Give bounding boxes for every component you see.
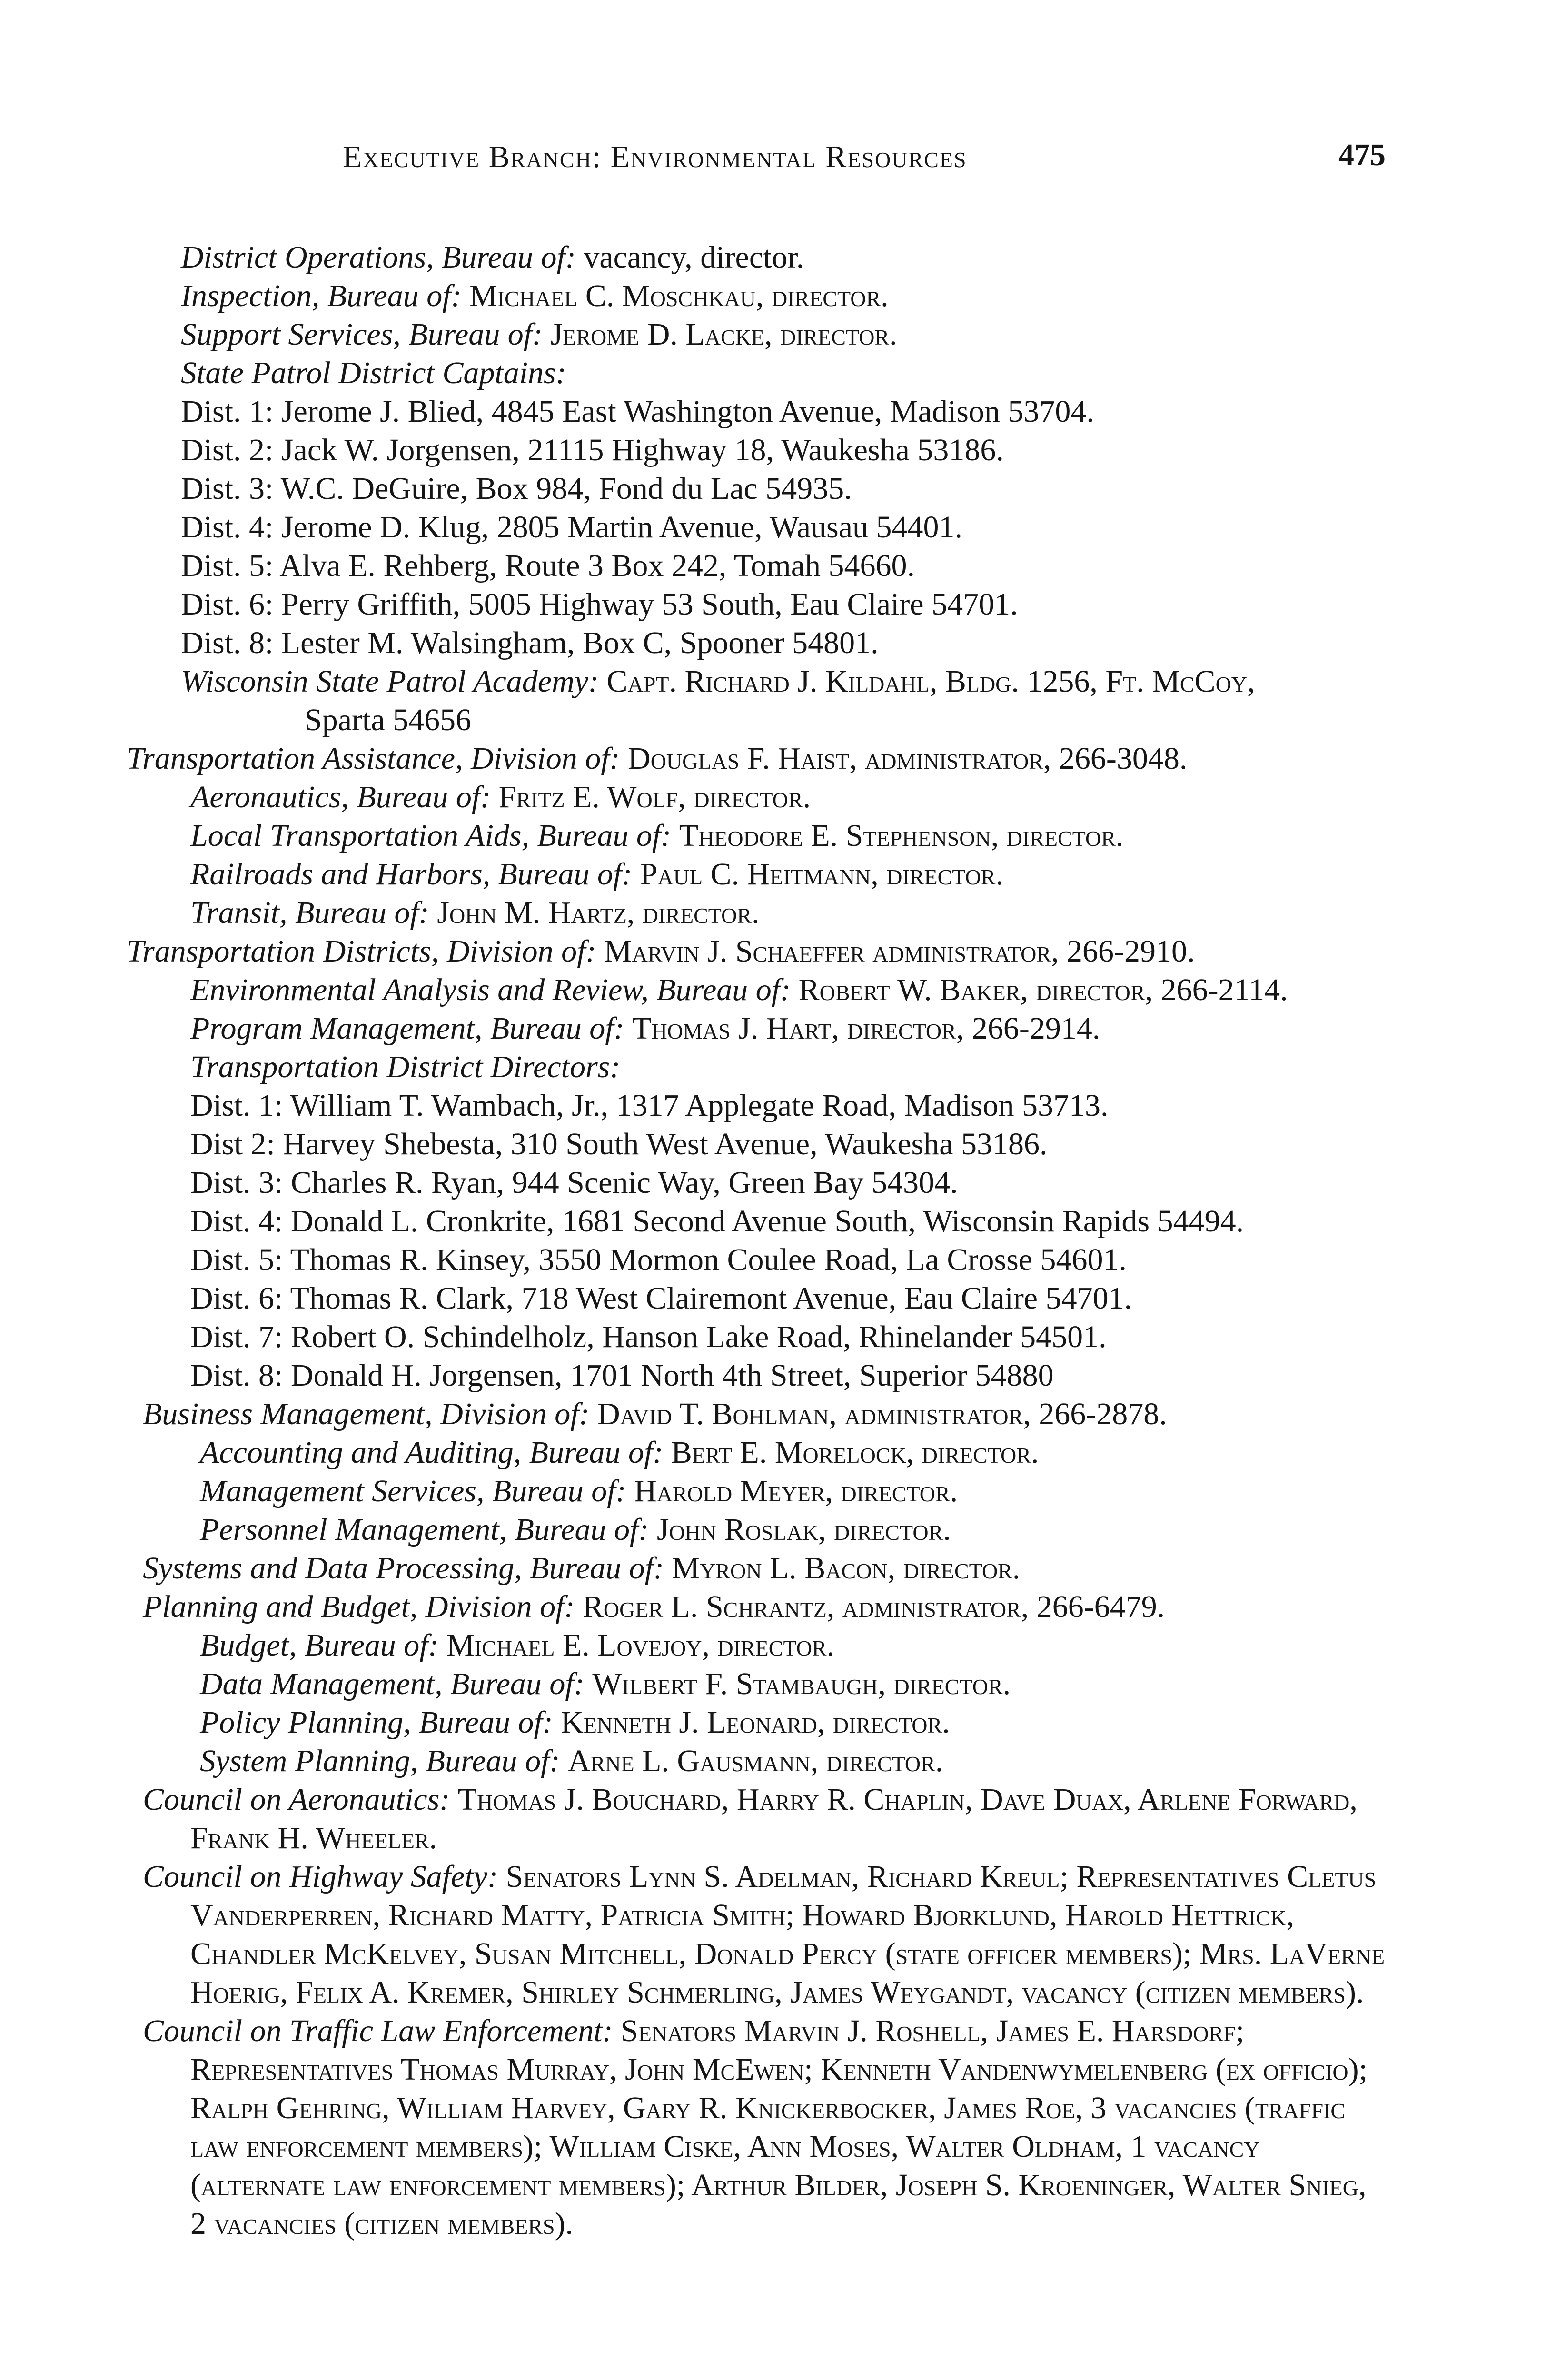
- directory-entry: Environmental Analysis and Review, Bureau of: Robert W. Baker, director, 266-2114.: [190, 972, 1288, 1007]
- directory-entry: District Operations, Bureau of: vacancy, director.: [181, 240, 804, 275]
- directory-entry: Systems and Data Processing, Bureau of: Myron L. Bacon, director.: [143, 1551, 1021, 1586]
- directory-entry: Accounting and Auditing, Bureau of: Bert E. Morelock, director.: [200, 1435, 1039, 1470]
- directory-entry: Business Management, Division of: David T. Bohlman, administrator, 266-2878.: [143, 1397, 1167, 1431]
- directory-entry: Dist. 7: Robert O. Schindelholz, Hanson Lake Road, Rhinelander 54501.: [190, 1319, 1107, 1354]
- directory-entry: Dist. 2: Jack W. Jorgensen, 21115 Highway 18, Waukesha 53186.: [181, 433, 1004, 467]
- directory-entry: Aeronautics, Bureau of: Fritz E. Wolf, director.: [190, 780, 811, 814]
- directory-entry: Railroads and Harbors, Bureau of: Paul C. Heitmann, director.: [190, 857, 1003, 892]
- directory-entry: Dist. 6: Thomas R. Clark, 718 West Clairemont Avenue, Eau Claire 54701.: [190, 1281, 1132, 1316]
- directory-entry: Council on Aeronautics: Thomas J. Bouchard, Harry R. Chaplin, Dave Duax, Arlene Forward, Frank H. Wheeler.: [143, 1782, 1358, 1855]
- directory-entry: Dist. 8: Donald H. Jorgensen, 1701 North 4th Street, Superior 54880: [190, 1358, 1054, 1393]
- running-head-title: Executive Branch: Environmental Resources: [343, 139, 967, 174]
- directory-entry: Dist. 5: Thomas R. Kinsey, 3550 Mormon Coulee Road, La Crosse 54601.: [190, 1242, 1127, 1277]
- directory-list: [0, 238, 1546, 2243]
- directory-entry: Planning and Budget, Division of: Roger L. Schrantz, administrator, 266-6479.: [143, 1589, 1165, 1624]
- directory-entry: Council on Highway Safety: Senators Lynn S. Adelman, Richard Kreul; Representatives Cletus Vanderperren, Richard Matty, Patricia Smith; Howard Bjorklund, Harold Hettrick, Chandler McKelvey, Susan Mitchell, Donald Percy (state officer members); Mrs. LaVerne Hoerig, Felix A. Kremer, Shirley Schmerling, James Weygandt, vacancy (citizen members).: [143, 1859, 1385, 2010]
- directory-entry: System Planning, Bureau of: Arne L. Gausmann, director.: [200, 1744, 943, 1778]
- directory-entry: Management Services, Bureau of: Harold Meyer, director.: [200, 1474, 958, 1508]
- directory-entry: Dist. 4: Jerome D. Klug, 2805 Martin Avenue, Wausau 54401.: [181, 510, 963, 545]
- directory-entry: Dist. 4: Donald L. Cronkrite, 1681 Second Avenue South, Wisconsin Rapids 54494.: [190, 1204, 1244, 1239]
- directory-entry: Local Transportation Aids, Bureau of: Theodore E. Stephenson, director.: [190, 818, 1124, 853]
- directory-entry: Dist. 1: Jerome J. Blied, 4845 East Washington Avenue, Madison 53704.: [181, 394, 1094, 429]
- page-number: 475: [1338, 138, 1386, 172]
- directory-entry: State Patrol District Captains:: [181, 356, 566, 390]
- directory-entry: Dist. 8: Lester M. Walsingham, Box C, Spooner 54801.: [181, 625, 879, 660]
- directory-entry: Budget, Bureau of: Michael E. Lovejoy, director.: [200, 1628, 835, 1663]
- directory-entry: Transit, Bureau of: John M. Hartz, director.: [190, 895, 760, 930]
- directory-entry: Support Services, Bureau of: Jerome D. Lacke, director.: [181, 317, 897, 352]
- directory-entry: Dist. 3: Charles R. Ryan, 944 Scenic Way, Green Bay 54304.: [190, 1165, 958, 1200]
- directory-entry: Inspection, Bureau of: Michael C. Moschkau, director.: [181, 278, 889, 313]
- directory-entry: Policy Planning, Bureau of: Kenneth J. Leonard, director.: [200, 1705, 950, 1740]
- directory-entry: Transportation Districts, Division of: Marvin J. Schaeffer administrator, 266-2910.: [127, 934, 1195, 969]
- directory-entry: Dist. 3: W.C. DeGuire, Box 984, Fond du Lac 54935.: [181, 471, 852, 506]
- directory-entry: Dist 2: Harvey Shebesta, 310 South West Avenue, Waukesha 53186.: [190, 1127, 1048, 1161]
- directory-entry: Dist. 6: Perry Griffith, 5005 Highway 53 South, Eau Claire 54701.: [181, 587, 1018, 622]
- directory-entry: Personnel Management, Bureau of: John Roslak, director.: [200, 1512, 951, 1547]
- directory-entry: Council on Traffic Law Enforcement: Senators Marvin J. Roshell, James E. Harsdorf; Representatives Thomas Murray, John McEwen; Kenneth Vandenwymelenberg (ex officio); Ralph Gehring, William Harvey, Gary R. Knickerbocker, James Roe, 3 vacancies (traffic law enforcement members); William Ciske, Ann Moses, Walter Oldham, 1 vacancy (alternate law enforcement members); Arthur Bilder, Joseph S. Kroeninger, Walter Snieg, 2 vacancies (citizen members).: [143, 2013, 1368, 2241]
- directory-entry: Data Management, Bureau of: Wilbert F. Stambaugh, director.: [200, 1666, 1011, 1701]
- directory-entry: Wisconsin State Patrol Academy: Capt. Richard J. Kildahl, Bldg. 1256, Ft. McCoy, Sparta 54656: [181, 664, 1255, 737]
- directory-entry: Program Management, Bureau of: Thomas J. Hart, director, 266-2914.: [190, 1011, 1100, 1046]
- directory-entry: Dist. 1: William T. Wambach, Jr., 1317 Applegate Road, Madison 53713.: [190, 1088, 1109, 1123]
- directory-entry: Transportation Assistance, Division of: Douglas F. Haist, administrator, 266-3048.: [127, 741, 1188, 776]
- directory-entry: Dist. 5: Alva E. Rehberg, Route 3 Box 242, Tomah 54660.: [181, 548, 915, 583]
- directory-entry: Transportation District Directors:: [190, 1050, 621, 1084]
